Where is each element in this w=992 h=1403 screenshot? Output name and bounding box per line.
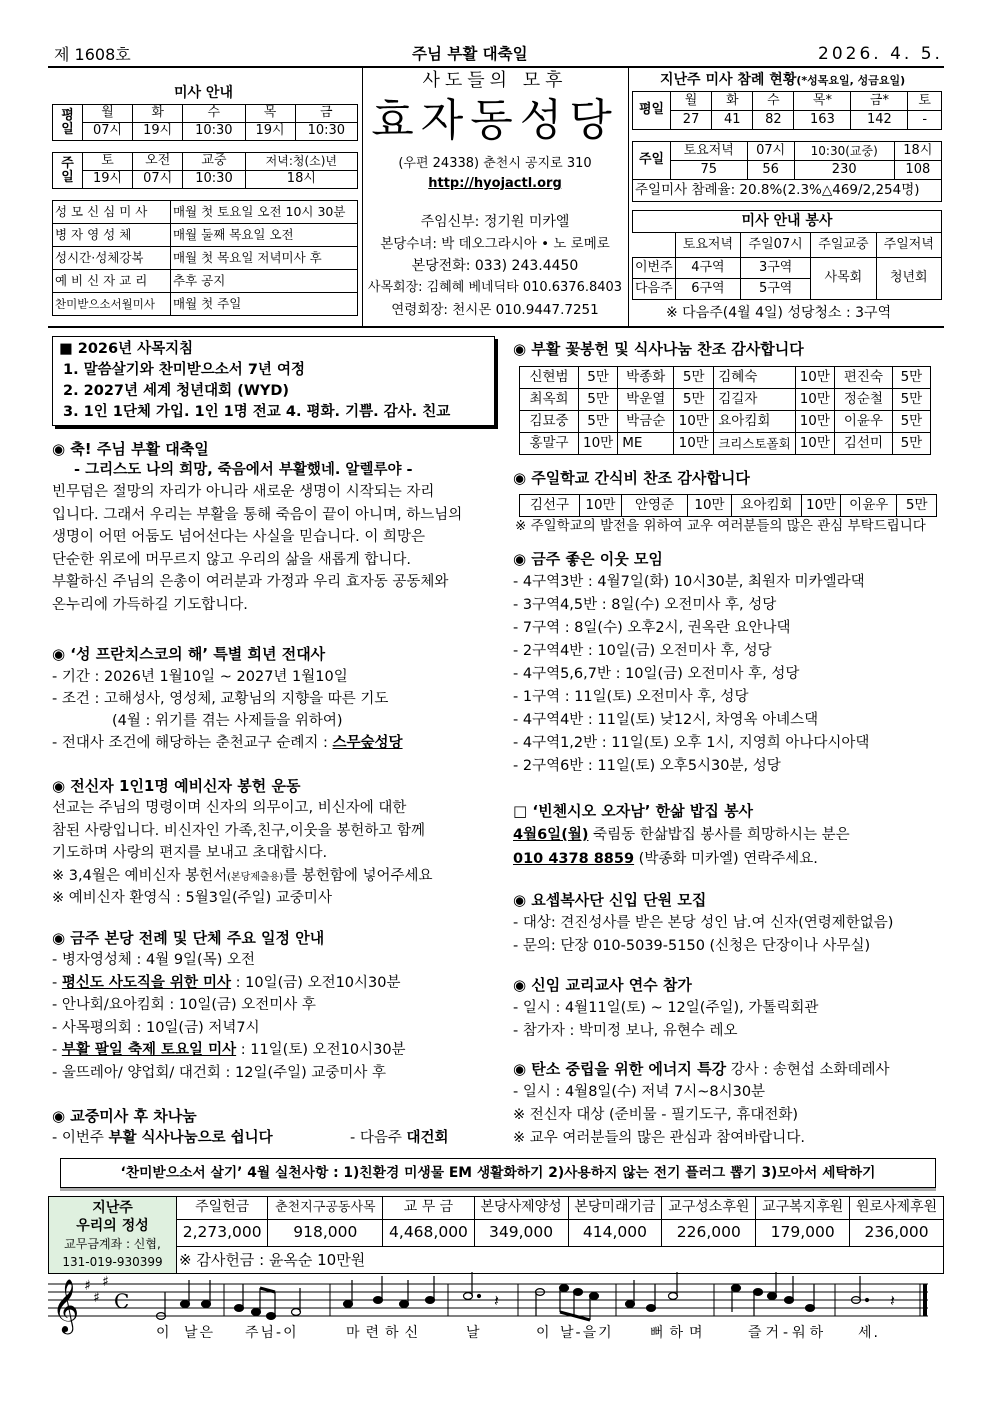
parish-address: (우편 24338) 춘천시 공지로 310 — [398, 156, 592, 171]
joseph-title: ◉ 요셉복사단 신입 단원 모집 — [513, 891, 707, 909]
time-tue: 19시 — [133, 123, 183, 141]
att-sun-h: 10:30(교중) — [794, 142, 894, 161]
day-fri: 금 — [295, 105, 357, 123]
donor-amount: 5만 — [892, 367, 930, 389]
service-header: 주일07시 — [741, 233, 811, 258]
energy-item: ※ 교우 여러분들의 많은 관심과 참여바랍니다. — [513, 1130, 805, 1146]
hymn-lyrics — [48, 1325, 944, 1345]
offering-value: 414,000 — [568, 1219, 662, 1246]
day-wed: 수 — [183, 105, 245, 123]
joseph-item: - 문의: 단장 010-5039-5150 (신청은 단장이나 사무실) — [513, 938, 871, 954]
donor-amount: 10만 — [795, 389, 834, 411]
att-sun-count: 56 — [747, 161, 794, 180]
donor-amount: 5만 — [897, 495, 937, 517]
parish-subtitle: 사도들의 모후 — [422, 70, 568, 91]
donor-name: 김혜숙 — [714, 367, 795, 389]
lyric: 주님-이 — [245, 1325, 299, 1341]
pastoral-item: 2. 2027년 세계 청년대회 (WYD) — [63, 383, 289, 399]
schedule-item: - 부활 팔일 축제 토요일 미사 : 11일(토) 오전10시30분 — [52, 1042, 406, 1058]
service-this-week-label: 이번주 — [633, 258, 676, 279]
donor-amount: 10만 — [795, 433, 834, 455]
association-chair: 연령회장: 천시몬 010.9447.7251 — [391, 302, 599, 318]
offering-value: 349,000 — [474, 1219, 568, 1246]
extra-value: 매월 첫 주일 — [171, 293, 358, 316]
parish-phone: 본당전화: 033) 243.4450 — [411, 258, 579, 274]
lyric: 이 — [536, 1325, 552, 1341]
cleaning-note: ※ 다음주(4월 4일) 성당청소 : 3구역 — [666, 305, 892, 321]
donor-amount: 5만 — [892, 389, 930, 411]
lyric: 날-을기 — [560, 1325, 614, 1341]
account-number: 131-019-930399 — [62, 1255, 163, 1269]
donor-name: 김선미 — [834, 433, 892, 455]
donor-amount: 5만 — [579, 411, 618, 433]
donor-amount: 5만 — [579, 389, 618, 411]
att-count: - — [908, 111, 942, 130]
catechist-title: ◉ 신임 교리교사 연수 참가 — [513, 976, 692, 994]
indulgence-pilgrim: - 전대사 조건에 해당하는 춘천교구 순례지 : 스무숲성당 — [52, 735, 403, 751]
account-info: 교무금계좌 : 신협, — [64, 1237, 161, 1251]
easter-text: 부활하신 주님의 은총이 여러분과 가정과 우리 효자동 공동체와 — [52, 574, 449, 590]
offering-header: 교 무 금 — [383, 1197, 474, 1220]
donor-name: 홍말구 — [520, 433, 579, 455]
sharp-icon: ♯ — [93, 1290, 100, 1306]
vincent-contact: 010 4378 8859 (박종화 미카엘) 연락주세요. — [513, 851, 818, 867]
donor-amount: 10만 — [674, 411, 714, 433]
att-day: 화 — [712, 92, 753, 111]
mission-title: ◉ 전신자 1인1명 예비신자 봉헌 운동 — [52, 777, 301, 795]
lyric: 이 — [156, 1325, 172, 1341]
thanks-offering: ※ 감사헌금 : 윤옥순 10만원 — [177, 1246, 944, 1273]
donor-amount: 10만 — [688, 495, 732, 517]
donor-amount: 10만 — [795, 367, 834, 389]
easter-subtitle: - 그리스도 나의 희망, 죽음에서 부활했네. 알렐루야 - — [74, 462, 413, 478]
parish-name: 효자동성당 — [371, 95, 619, 146]
easter-text: 온누리에 가득하길 기도합니다. — [52, 596, 248, 613]
sunday-mass-table — [52, 152, 358, 189]
donor-amount: 10만 — [580, 495, 622, 517]
extra-label: 병 자 영 성 체 — [53, 224, 171, 247]
neighbors-item: - 3구역4,5반 : 8일(수) 오전미사 후, 성당 — [513, 597, 777, 613]
indulgence-condition: - 조건 : 고해성사, 영성체, 교황님의 지향을 따른 기도 — [52, 691, 389, 707]
catechist-item: - 참가자 : 박미정 보나, 유현수 레오 — [513, 1023, 738, 1039]
offering-header: 원로사제후원 — [850, 1197, 944, 1220]
neighbors-item: - 7구역 : 8일(수) 오후2시, 권옥란 요안나댁 — [513, 620, 791, 636]
extra-label: 예 비 신 자 교 리 — [53, 270, 171, 293]
issue-number: 제 1608호 — [54, 45, 131, 64]
mission-text: 선교는 주님의 명령이며 신자의 의무이고, 비신자에 대한 — [52, 800, 407, 816]
easter-text: 입니다. 그래서 우리는 부활을 통해 죽음이 끝이 아니며, 하느님의 — [52, 506, 463, 523]
indulgence-condition-2: (4월 : 위기를 겪는 사제들을 위하여) — [112, 713, 343, 729]
attendance-title: 지난주 미사 참례 현황(*성목요일, 성금요일) — [660, 72, 906, 88]
schedule-item: - 병자영성체 : 4월 9일(목) 오전 — [52, 952, 255, 968]
sunday-label: 주일 — [53, 153, 83, 189]
day-thu: 목 — [245, 105, 295, 123]
offering-value: 4,468,000 — [383, 1219, 474, 1246]
extra-value: 매월 첫 토요일 오전 10시 30분 — [171, 201, 358, 224]
catechist-item: - 일시 : 4월11일(토) ~ 12일(주일), 가톨릭회관 — [513, 1000, 819, 1016]
energy-item: ※ 전신자 대상 (준비물 - 필기도구, 휴대전화) — [513, 1107, 799, 1123]
offering-header: 주일헌금 — [177, 1197, 268, 1220]
att-sun-h: 토요저녁 — [671, 142, 748, 161]
parish-pastor: 주임신부: 정기원 미카엘 — [420, 214, 570, 230]
offering-table — [48, 1196, 944, 1274]
extra-value: 매월 둘째 목요일 오전 — [171, 224, 358, 247]
lyric: 세. — [858, 1325, 880, 1341]
treble-clef-icon: 𝄞 — [52, 1278, 80, 1332]
service-cell: 3구역 — [741, 258, 811, 279]
time-wed: 10:30 — [183, 123, 245, 141]
easter-text: 단순한 위로에 머무르지 않고 우리의 삶을 새롭게 합니다. — [52, 551, 412, 568]
easter-text: 생명이 어떤 어둠도 넘어선다는 사실을 믿습니다. 이 희망은 — [52, 529, 426, 545]
mission-text: 기도하며 사랑의 편지를 보내고 초대합시다. — [52, 845, 328, 861]
weekday-label: 평일 — [53, 105, 83, 141]
donor-name: 신현범 — [520, 367, 579, 389]
offering-header: 교구성소후원 — [662, 1197, 756, 1220]
offering-value: 226,000 — [662, 1219, 756, 1246]
neighbors-item: - 4구역4반 : 11일(토) 낮12시, 차영옥 아녜스댁 — [513, 712, 819, 728]
extra-value: 추후 공지 — [171, 270, 358, 293]
att-weekday-label: 평일 — [633, 92, 671, 130]
issue-date: 2026. 4. 5. — [818, 44, 943, 64]
pastoral-item: 1. 말씀살기와 찬미받으소서 7년 여정 — [63, 362, 305, 378]
time-mon: 07시 — [83, 123, 133, 141]
neighbors-item: - 2구역4반 : 10일(금) 오전미사 후, 성당 — [513, 643, 772, 659]
att-sun-count: 75 — [671, 161, 748, 180]
attendance-rate: 주일미사 참례율: 20.8%(2.3%△469/2,254명) — [633, 180, 942, 202]
lyric: 즐거-워하 — [748, 1325, 828, 1341]
sunday-attendance-table — [632, 141, 942, 202]
donor-amount: 10만 — [795, 411, 834, 433]
att-count: 163 — [794, 111, 851, 130]
mass-service-table — [632, 210, 942, 300]
energy-item: - 일시 : 4월8일(수) 저녁 7시~8시30분 — [513, 1084, 766, 1100]
rest-icon: 𝄽 — [890, 1291, 895, 1310]
sun-h-am: 오전 — [133, 153, 183, 171]
neighbors-item: - 1구역 : 11일(토) 오전미사 후, 성당 — [513, 689, 749, 705]
feast-title: 주님 부활 대축일 — [412, 45, 528, 63]
neighbors-title: ◉ 금주 좋은 이웃 모임 — [513, 550, 663, 568]
donor-name: 편진숙 — [834, 367, 892, 389]
lyric: 날은 — [184, 1325, 216, 1341]
flowers-donation-table — [519, 366, 931, 455]
offering-value: 236,000 — [850, 1219, 944, 1246]
donor-amount: 5만 — [579, 367, 618, 389]
schedule-item: - 평신도 사도직을 위한 미사 : 10일(금) 오전10시30분 — [52, 974, 401, 991]
pastoral-item: 3. 1인 1단체 가입. 1인 1명 전교 4. 평화. 기쁨. 감사. 친교 — [63, 404, 451, 420]
donor-name: 김길자 — [714, 389, 795, 411]
schedule-item: - 울뜨레아/ 양업회/ 대건회 : 12일(주일) 교중미사 후 — [52, 1064, 387, 1081]
donor-amount: 10만 — [802, 495, 841, 517]
offering-value: 2,273,000 — [177, 1219, 268, 1246]
donor-name: 정순철 — [834, 389, 892, 411]
att-sun-h: 18시 — [894, 142, 941, 161]
mission-note: ※ 3,4월은 예비신자 봉헌서(본당제출용)를 봉헌함에 넣어주세요 — [52, 867, 433, 884]
day-mon: 월 — [83, 105, 133, 123]
schedule-item: - 사목평의회 : 10일(금) 저녁7시 — [52, 1019, 260, 1036]
service-cell: 6구역 — [675, 279, 740, 300]
service-cell: 사목회 — [811, 258, 876, 300]
service-header: 주일교중 — [811, 233, 876, 258]
rest-icon: 𝄽 — [494, 1291, 499, 1310]
tea-info: - 이번주 부활 식사나눔으로 쉽니다 - 다음주 대건회 — [52, 1130, 449, 1146]
donor-name: 최옥희 — [520, 389, 579, 411]
parish-sister: 본당수녀: 박 데오그라시아 • 노 로메로 — [380, 236, 610, 252]
att-sunday-label: 주일 — [633, 142, 671, 180]
offering-header: 교구복지후원 — [756, 1197, 850, 1220]
att-count: 41 — [712, 111, 753, 130]
att-sun-count: 108 — [894, 161, 941, 180]
donor-name: 김묘중 — [520, 411, 579, 433]
att-day: 수 — [753, 92, 794, 111]
tea-title: ◉ 교중미사 후 차나눔 — [52, 1107, 197, 1125]
parish-url[interactable]: http://hyojactl.org — [428, 176, 562, 191]
att-count: 27 — [671, 111, 712, 130]
practice-banner: ‘찬미받으소서 살기’ 4월 실천사항 : 1)친환경 미생물 EM 생활화하기 2)사용하지 않는 전기 플러그 뽑기 3)모아서 세탁하기 — [60, 1158, 936, 1188]
sun-t-main: 10:30 — [183, 171, 245, 189]
neighbors-item: - 4구역1,2반 : 11일(토) 오후 1시, 지영희 아나다시아댁 — [513, 735, 870, 751]
vincent-text: 4월6일(월) 죽림동 한삶밥집 봉사를 희망하시는 분은 — [513, 827, 850, 843]
lyric: 뻐하며 — [650, 1325, 709, 1341]
donor-name: 안영준 — [622, 495, 688, 517]
vincent-title: □ ‘빈첸시오 오자남’ 한삶 밥집 봉사 — [513, 802, 754, 820]
lyric: 날 — [466, 1325, 482, 1341]
day-tue: 화 — [133, 105, 183, 123]
att-day: 토 — [908, 92, 942, 111]
flowers-title: ◉ 부활 꽃봉헌 및 식사나눔 찬조 감사합니다 — [513, 340, 804, 358]
extra-label: 성 모 신 심 미 사 — [53, 201, 171, 224]
sun-h-main: 교중 — [183, 153, 245, 171]
neighbors-item: - 2구역6반 : 11일(토) 오후5시30분, 성당 — [513, 758, 781, 774]
service-cell: 4구역 — [675, 258, 740, 279]
sun-h-eve: 저녁:청(소)년 — [245, 153, 357, 171]
service-cell: 청년회 — [876, 258, 941, 300]
schedule-title: ◉ 금주 본당 전례 및 단체 주요 일정 안내 — [52, 929, 325, 947]
offering-header: 춘천지구공동사목 — [268, 1197, 383, 1220]
donor-name: 요아킴회 — [732, 495, 802, 517]
service-header: 토요저녁 — [675, 233, 740, 258]
pastoral-guideline-box — [52, 336, 495, 426]
council-chair: 사목회장: 김혜혜 베네딕타 010.6376.8403 — [367, 280, 623, 295]
donor-amount: 5만 — [674, 367, 714, 389]
att-day: 목* — [794, 92, 851, 111]
donor-name: ME — [618, 433, 674, 455]
neighbors-item: - 4구역3반 : 4월7일(화) 10시30분, 최원자 미카엘라댁 — [513, 574, 865, 590]
donor-name: 이윤우 — [834, 411, 892, 433]
offering-label-cell — [49, 1197, 177, 1274]
special-mass-table — [52, 200, 358, 316]
snack-note: ※ 주일학교의 발전을 위하여 교우 여러분들의 많은 관심 부탁드립니다 — [515, 518, 926, 534]
offering-value: 179,000 — [756, 1219, 850, 1246]
energy-title: ◉ 탄소 중립을 위한 에너지 특강 강사 : 송현섭 소화데레사 — [513, 1060, 890, 1078]
sun-h-sat: 토 — [83, 153, 133, 171]
weekday-attendance-table — [632, 91, 942, 130]
att-day: 월 — [671, 92, 712, 111]
pastoral-title: ■ 2026년 사목지침 — [59, 341, 194, 357]
weekday-mass-table — [52, 104, 358, 141]
att-count: 82 — [753, 111, 794, 130]
offering-label: 우리의 정성 — [76, 1218, 149, 1234]
donor-name: 박운열 — [618, 389, 674, 411]
sharp-icon: ♯ — [102, 1274, 109, 1290]
att-sun-count: 230 — [794, 161, 894, 180]
joseph-item: - 대상: 견진성사를 받은 본당 성인 남.여 신자(연령제한없음) — [513, 915, 894, 931]
donor-name: 크리스토폴회 — [714, 433, 795, 455]
att-day: 금* — [851, 92, 908, 111]
lyric: 마련하신 — [346, 1325, 425, 1341]
neighbors-item: - 4구역5,6,7반 : 10일(금) 오전미사 후, 성당 — [513, 666, 800, 682]
schedule-item: - 안나회/요아킴회 : 10일(금) 오전미사 후 — [52, 997, 316, 1013]
indulgence-title: ◉ ‘성 프란치스코의 해’ 특별 희년 전대사 — [52, 645, 326, 663]
offering-label: 지난주 — [92, 1200, 133, 1216]
easter-text: 빈무덤은 절망의 자리가 아니라 새로운 생명이 시작되는 자리 — [52, 484, 435, 500]
att-sun-h: 07시 — [747, 142, 794, 161]
extra-value: 매월 첫 목요일 저녁미사 후 — [171, 247, 358, 270]
sharp-icon: ♯ — [84, 1278, 91, 1294]
donor-name: 이윤우 — [841, 495, 897, 517]
offering-header: 본당사제양성 — [474, 1197, 568, 1220]
donor-name: 요아킴회 — [714, 411, 795, 433]
time-fri: 10:30 — [295, 123, 357, 141]
sun-t-sat: 19시 — [83, 171, 133, 189]
extra-label: 성시간·성체강복 — [53, 247, 171, 270]
time-thu: 19시 — [245, 123, 295, 141]
donor-amount: 5만 — [892, 433, 930, 455]
easter-title: ◉ 축! 주님 부활 대축일 — [52, 440, 209, 458]
offering-value: 918,000 — [268, 1219, 383, 1246]
mission-note: ※ 예비신자 환영식 : 5월3일(주일) 교중미사 — [52, 890, 332, 906]
donor-name: 박금순 — [618, 411, 674, 433]
donor-name: 박종화 — [618, 367, 674, 389]
service-header: 주일저녁 — [876, 233, 941, 258]
extra-label: 찬미받으소서월미사 — [53, 293, 171, 316]
mission-text: 참된 사랑입니다. 비신자인 가족,친구,이웃을 봉헌하고 함께 — [52, 822, 426, 839]
donor-amount: 5만 — [892, 411, 930, 433]
common-time-icon: C — [114, 1289, 130, 1313]
service-next-week-label: 다음주 — [633, 279, 676, 300]
sun-t-am: 07시 — [133, 171, 183, 189]
snack-title: ◉ 주일학교 간식비 찬조 감사합니다 — [513, 469, 750, 487]
mass-guide-title: 미사 안내 — [174, 85, 233, 101]
service-title: 미사 안내 봉사 — [633, 211, 942, 233]
snack-donation-table — [519, 494, 937, 517]
att-count: 142 — [851, 111, 908, 130]
offering-header: 본당미래기금 — [568, 1197, 662, 1220]
donor-amount: 10만 — [674, 433, 714, 455]
indulgence-period: - 기간 : 2026년 1월10일 ~ 2027년 1월10일 — [52, 669, 348, 685]
donor-name: 김선구 — [520, 495, 580, 517]
donor-amount: 10만 — [579, 433, 618, 455]
service-cell: 5구역 — [741, 279, 811, 300]
sun-t-eve: 18시 — [245, 171, 357, 189]
donor-amount: 5만 — [674, 389, 714, 411]
